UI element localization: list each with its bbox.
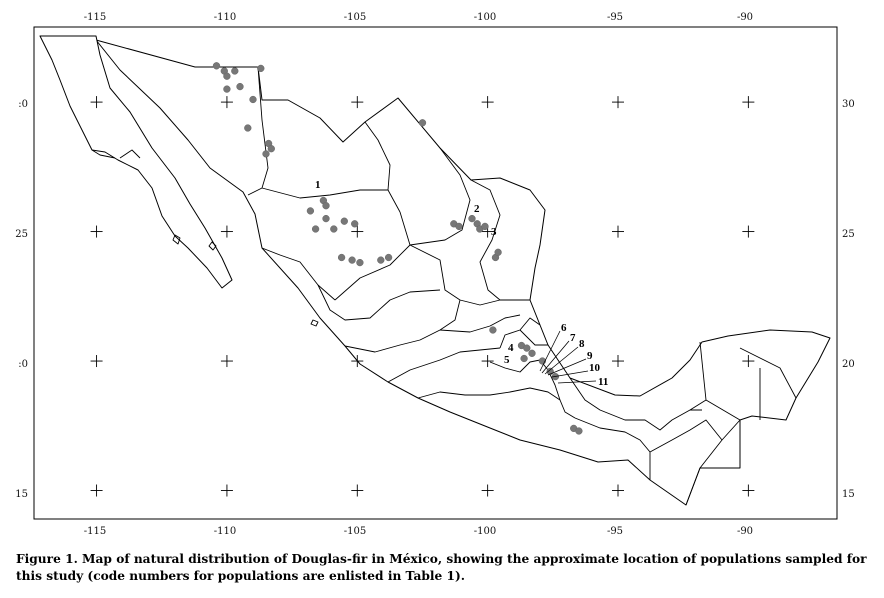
lon-label-top: -105 (343, 12, 367, 23)
lat-label-left: 15 (15, 489, 28, 500)
left-latitude-labels (15, 99, 28, 500)
population-dot (250, 96, 257, 103)
lat-label-left: 25 (15, 229, 28, 240)
lon-label-top: -90 (736, 12, 754, 23)
lon-label-top: -95 (606, 12, 624, 23)
lat-label-right: 15 (842, 489, 855, 500)
right-latitude-labels (842, 99, 855, 500)
population-dot (257, 65, 264, 72)
population-dot (351, 220, 358, 227)
lat-label-right: 25 (842, 229, 855, 240)
population-label-4: 4 (508, 342, 514, 354)
lat-label-right: 20 (842, 359, 855, 370)
population-dot (456, 223, 463, 230)
population-dot (490, 327, 497, 334)
population-dot (224, 73, 231, 80)
bottom-longitude-labels (84, 526, 753, 537)
population-dot (224, 86, 231, 93)
population-dot (237, 83, 244, 90)
population-label-2: 2 (474, 203, 480, 215)
population-dot (357, 259, 364, 266)
lon-label-bottom: -90 (736, 526, 754, 537)
lon-label-bottom: -95 (606, 526, 624, 537)
population-label-1: 1 (315, 179, 321, 191)
lon-label-bottom: -105 (343, 526, 367, 537)
population-dot (338, 254, 345, 261)
population-dot (523, 345, 530, 352)
lat-label-left: :0 (18, 359, 28, 370)
population-dot (469, 215, 476, 222)
population-dot (263, 151, 270, 158)
population-dot (307, 208, 314, 215)
population-dot (576, 428, 583, 435)
lon-label-bottom: -110 (213, 526, 237, 537)
population-label-6: 6 (561, 322, 567, 334)
population-dot (349, 257, 356, 264)
population-dot (377, 257, 384, 264)
top-longitude-labels (84, 12, 753, 23)
population-dot (341, 218, 348, 225)
population-label-10: 10 (589, 362, 600, 374)
population-label-8: 8 (579, 338, 585, 350)
population-dot (244, 125, 251, 132)
population-dot (385, 254, 392, 261)
population-dot (323, 202, 330, 209)
lon-label-bottom: -115 (83, 526, 107, 537)
population-dot (330, 226, 337, 233)
lon-label-bottom: -100 (473, 526, 497, 537)
population-dot (419, 119, 426, 126)
population-label-9: 9 (587, 350, 593, 362)
population-label-11: 11 (598, 376, 609, 388)
population-dot (312, 226, 319, 233)
lon-label-top: -110 (213, 12, 237, 23)
lat-label-right: 30 (842, 99, 855, 110)
population-dot (231, 68, 238, 75)
population-dot (495, 249, 502, 256)
figure-caption: Figure 1. Map of natural distribution of Douglas-fir in México, showing the approximate location of populations sampled for this study (code numbers for populations are enlisted in Table 1). (16, 552, 867, 583)
population-dot (268, 145, 275, 152)
population-dot (521, 355, 528, 362)
lat-label-left: :0 (18, 99, 28, 110)
population-dot (482, 223, 489, 230)
population-dot (529, 350, 536, 357)
population-dot (323, 215, 330, 222)
population-label-3: 3 (491, 226, 497, 238)
population-label-7: 7 (570, 332, 576, 344)
population-dot (213, 62, 220, 69)
lon-label-top: -100 (473, 12, 497, 23)
population-label-5: 5 (504, 354, 510, 366)
lon-label-top: -115 (83, 12, 107, 23)
